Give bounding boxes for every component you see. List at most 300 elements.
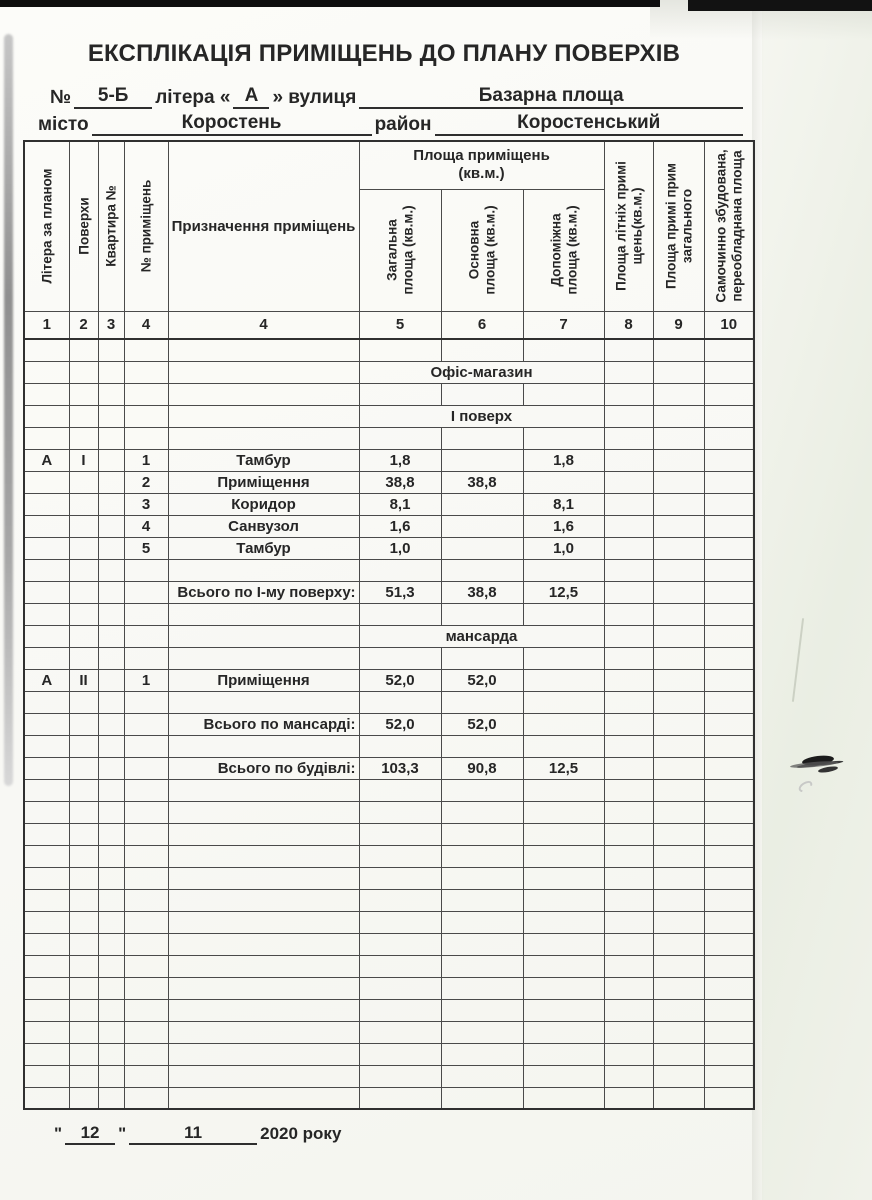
table-cell: [604, 713, 653, 735]
table-cell: [441, 779, 523, 801]
table-row: [24, 977, 754, 999]
table-cell: [124, 405, 168, 427]
table-cell: [523, 911, 604, 933]
table-cell: [704, 339, 754, 361]
table-cell: [69, 383, 98, 405]
table-cell: [704, 867, 754, 889]
table-row: [24, 647, 754, 669]
table-row: [24, 779, 754, 801]
table-cell: [98, 801, 124, 823]
column-number-cell: 5: [359, 311, 441, 339]
table-cell: [24, 625, 69, 647]
table-cell: 1: [124, 449, 168, 471]
table-cell: [359, 383, 441, 405]
table-cell: [24, 1087, 69, 1109]
scan-edge-top-right: [688, 0, 872, 11]
date-line: [54, 1122, 384, 1145]
table-cell: [124, 889, 168, 911]
table-cell: [168, 911, 359, 933]
table-cell: [704, 691, 754, 713]
table-cell: 52,0: [441, 669, 523, 691]
explication-table: [23, 140, 755, 1110]
table-cell: [441, 1087, 523, 1109]
table-cell: [604, 823, 653, 845]
table-row: [24, 537, 754, 559]
district-label: район: [374, 114, 432, 135]
table-cell: [704, 1021, 754, 1043]
table-cell: [124, 1043, 168, 1065]
table-cell: 38,8: [441, 471, 523, 493]
table-cell: [523, 1043, 604, 1065]
table-cell: [168, 1065, 359, 1087]
table-cell: [704, 471, 754, 493]
close-quote: ": [118, 1124, 127, 1143]
table-cell: 12,5: [523, 757, 604, 779]
table-cell: [124, 867, 168, 889]
table-cell: [704, 581, 754, 603]
table-cell: [704, 977, 754, 999]
table-cell: [604, 801, 653, 823]
address-line-1: [50, 84, 746, 109]
table-cell: [604, 603, 653, 625]
table-cell: [168, 977, 359, 999]
column-number-cell: 4: [168, 311, 359, 339]
rotated-header-line: площа (кв.м.): [400, 205, 415, 295]
table-cell: 52,0: [359, 713, 441, 735]
table-cell: [24, 471, 69, 493]
section-label: Офіс-магазин: [359, 361, 604, 383]
table-cell: 90,8: [441, 757, 523, 779]
table-cell: [604, 383, 653, 405]
table-row: [24, 867, 754, 889]
table-cell: [653, 625, 704, 647]
table-cell: [98, 449, 124, 471]
table-cell: [124, 779, 168, 801]
table-cell: [124, 1087, 168, 1109]
table-cell: [168, 1087, 359, 1109]
table-cell: [653, 361, 704, 383]
table-cell: Приміщення: [168, 471, 359, 493]
table-cell: [124, 691, 168, 713]
table-cell: [24, 361, 69, 383]
table-cell: [98, 493, 124, 515]
table-cell: [69, 537, 98, 559]
table-cell: [124, 955, 168, 977]
table-cell: [523, 977, 604, 999]
table-cell: [359, 999, 441, 1021]
rotated-header-text: [613, 145, 644, 307]
table-cell: [124, 361, 168, 383]
document-title: ЕКСПЛІКАЦІЯ ПРИМІЩЕНЬ ДО ПЛАНУ ПОВЕРХІВ: [87, 40, 681, 67]
table-cell: [359, 1087, 441, 1109]
table-cell: [124, 1021, 168, 1043]
table-cell: [359, 933, 441, 955]
table-cell: [98, 757, 124, 779]
number-value: 5-Б: [74, 84, 152, 109]
table-cell: [441, 691, 523, 713]
table-cell: [24, 427, 69, 449]
table-cell: [523, 669, 604, 691]
table-cell: 51,3: [359, 581, 441, 603]
table-cell: [168, 823, 359, 845]
table-cell: [704, 1087, 754, 1109]
table-row: [24, 955, 754, 977]
table-cell: [98, 515, 124, 537]
table-cell: [24, 713, 69, 735]
table-cell: [441, 955, 523, 977]
table-cell: [704, 779, 754, 801]
table-cell: [523, 999, 604, 1021]
table-cell: [604, 999, 653, 1021]
table-cell: [653, 537, 704, 559]
rotated-header-text: [39, 145, 55, 307]
table-cell: [604, 625, 653, 647]
table-cell: [441, 977, 523, 999]
table-cell: [98, 845, 124, 867]
street-value: Базарна площа: [359, 84, 743, 109]
city-label: місто: [38, 114, 89, 135]
table-cell: [168, 361, 359, 383]
table-cell: [604, 1021, 653, 1043]
table-cell: [653, 977, 704, 999]
table-cell: [98, 823, 124, 845]
table-cell: [704, 493, 754, 515]
table-cell: [523, 713, 604, 735]
table-cell: [653, 603, 704, 625]
column-number-cell: 6: [441, 311, 523, 339]
table-cell: [98, 999, 124, 1021]
table-cell: [69, 1021, 98, 1043]
table-cell: [98, 691, 124, 713]
table-cell: [441, 823, 523, 845]
table-cell: [69, 361, 98, 383]
table-cell: [604, 405, 653, 427]
table-cell: [653, 713, 704, 735]
rotated-header-line: площа (кв.м.): [482, 205, 497, 295]
table-cell: [653, 515, 704, 537]
table-cell: [24, 757, 69, 779]
table-cell: [359, 779, 441, 801]
table-cell: [704, 823, 754, 845]
table-cell: [359, 339, 441, 361]
table-cell: [704, 647, 754, 669]
rotated-header-text: [663, 145, 694, 307]
table-cell: [441, 493, 523, 515]
table-cell: [441, 515, 523, 537]
group-header-line: (кв.м.): [458, 165, 505, 183]
table-cell: [604, 691, 653, 713]
table-cell: [24, 867, 69, 889]
column-header-purpose: Призначення приміщень: [168, 141, 359, 311]
table-cell: [359, 559, 441, 581]
table-cell: [523, 427, 604, 449]
table-cell: [69, 911, 98, 933]
table-cell: [653, 691, 704, 713]
table-cell: [24, 735, 69, 757]
table-cell: [441, 647, 523, 669]
table-cell: [523, 1065, 604, 1087]
table-row: [24, 581, 754, 603]
table-cell: [24, 647, 69, 669]
table-cell: [124, 801, 168, 823]
table-cell: [359, 427, 441, 449]
table-cell: [653, 823, 704, 845]
table-cell: [69, 713, 98, 735]
table-cell: [24, 691, 69, 713]
table-cell: 1,6: [523, 515, 604, 537]
column-header-8: [604, 141, 653, 311]
table-cell: [98, 339, 124, 361]
table-cell: [98, 735, 124, 757]
table-cell: [604, 493, 653, 515]
table-cell: [704, 449, 754, 471]
table-cell: А: [24, 449, 69, 471]
scan-edge-top-left: [0, 0, 660, 7]
table-cell: [441, 867, 523, 889]
table-cell: 5: [124, 537, 168, 559]
rotated-header-line: площа (кв.м.): [563, 205, 579, 295]
table-cell: [359, 889, 441, 911]
city-value: Коростень: [92, 111, 372, 136]
rotated-header-line: Основна: [466, 220, 482, 280]
rotated-header-line: Площа літніх примі: [613, 161, 628, 292]
table-cell: [69, 647, 98, 669]
column-header-2: [69, 141, 98, 311]
table-cell: Всього по будівлі:: [168, 757, 359, 779]
table-cell: [124, 339, 168, 361]
table-cell: [704, 911, 754, 933]
table-cell: [168, 845, 359, 867]
table-cell: [523, 779, 604, 801]
table-cell: [441, 911, 523, 933]
table-cell: [523, 647, 604, 669]
table-cell: [98, 537, 124, 559]
table-cell: [604, 1087, 653, 1109]
table-cell: [704, 427, 754, 449]
rotated-header-text: [76, 145, 92, 307]
rotated-header-line: № приміщень: [138, 179, 154, 273]
table-cell: [653, 1065, 704, 1087]
table-cell: [604, 1043, 653, 1065]
table-cell: [168, 1021, 359, 1043]
column-number-cell: 10: [704, 311, 754, 339]
table-cell: [168, 779, 359, 801]
table-cell: [653, 493, 704, 515]
table-cell: [704, 933, 754, 955]
table-cell: Всього по мансарді:: [168, 713, 359, 735]
table-cell: [168, 603, 359, 625]
table-cell: [653, 779, 704, 801]
column-header-5: [359, 189, 441, 311]
table-cell: 8,1: [523, 493, 604, 515]
table-cell: [24, 779, 69, 801]
table-cell: [124, 933, 168, 955]
table-row: [24, 603, 754, 625]
table-cell: [69, 845, 98, 867]
table-cell: [124, 1065, 168, 1087]
column-header-3: [98, 141, 124, 311]
table-cell: [168, 691, 359, 713]
table-cell: [441, 537, 523, 559]
table-cell: [604, 581, 653, 603]
table-cell: [24, 1065, 69, 1087]
column-header-6: [441, 189, 523, 311]
table-cell: [98, 405, 124, 427]
table-cell: [98, 1043, 124, 1065]
table-row: [24, 933, 754, 955]
section-label: мансарда: [359, 625, 604, 647]
table-cell: [69, 559, 98, 581]
table-cell: Санвузол: [168, 515, 359, 537]
table-cell: [441, 339, 523, 361]
table-row: [24, 1087, 754, 1109]
table-cell: [98, 977, 124, 999]
table-cell: [523, 471, 604, 493]
table-row: [24, 449, 754, 471]
table-cell: [359, 801, 441, 823]
table-cell: [69, 955, 98, 977]
table-cell: [604, 1065, 653, 1087]
table-row: [24, 405, 754, 427]
table-cell: [98, 1021, 124, 1043]
table-cell: [653, 1021, 704, 1043]
table-cell: ІІ: [69, 669, 98, 691]
table-cell: [653, 955, 704, 977]
table-cell: [69, 999, 98, 1021]
table-body: [24, 339, 754, 1109]
table-cell: [359, 867, 441, 889]
table-cell: [98, 559, 124, 581]
table-cell: [604, 427, 653, 449]
table-cell: [604, 779, 653, 801]
table-cell: [69, 405, 98, 427]
table-cell: [704, 713, 754, 735]
table-cell: [523, 559, 604, 581]
table-cell: [69, 933, 98, 955]
district-value: Коростенський: [435, 111, 744, 136]
table-cell: [124, 977, 168, 999]
rotated-header-line: Літера за планом: [39, 168, 54, 284]
table-cell: [523, 1021, 604, 1043]
table-cell: [441, 1021, 523, 1043]
table-cell: 52,0: [441, 713, 523, 735]
table-cell: Всього по І-му поверху:: [168, 581, 359, 603]
column-header-7: [523, 189, 604, 311]
table-cell: [69, 1087, 98, 1109]
table-cell: А: [24, 669, 69, 691]
table-cell: [98, 603, 124, 625]
table-cell: [704, 955, 754, 977]
column-number-cell: 9: [653, 311, 704, 339]
table-cell: [441, 801, 523, 823]
table-cell: [24, 339, 69, 361]
table-cell: [69, 823, 98, 845]
table-cell: [24, 537, 69, 559]
table-cell: [704, 361, 754, 383]
table-cell: [704, 603, 754, 625]
table-cell: [168, 735, 359, 757]
table-row: [24, 735, 754, 757]
table-cell: [24, 559, 69, 581]
table-cell: [604, 669, 653, 691]
table-cell: [124, 625, 168, 647]
table-row: [24, 1021, 754, 1043]
column-number-cell: 7: [523, 311, 604, 339]
table-cell: [124, 757, 168, 779]
table-cell: [604, 845, 653, 867]
table-cell: [704, 801, 754, 823]
rotated-header-text: [713, 145, 744, 307]
table-cell: [124, 581, 168, 603]
table-cell: [24, 801, 69, 823]
column-number-cell: 4: [124, 311, 168, 339]
table-cell: [98, 911, 124, 933]
table-row: [24, 427, 754, 449]
table-cell: [98, 669, 124, 691]
table-cell: [69, 801, 98, 823]
table-cell: [604, 977, 653, 999]
table-cell: [653, 647, 704, 669]
table-cell: [359, 647, 441, 669]
table-cell: [24, 515, 69, 537]
table-cell: [359, 823, 441, 845]
table-cell: [523, 691, 604, 713]
table-cell: [24, 493, 69, 515]
table-cell: [653, 449, 704, 471]
table-cell: [604, 515, 653, 537]
table-row: [24, 889, 754, 911]
table-cell: [168, 867, 359, 889]
table-cell: [124, 603, 168, 625]
table-cell: [653, 427, 704, 449]
table-cell: [359, 735, 441, 757]
table-cell: 1,0: [359, 537, 441, 559]
table-cell: [124, 911, 168, 933]
table-cell: [653, 801, 704, 823]
table-cell: [124, 713, 168, 735]
table-cell: [653, 889, 704, 911]
table-cell: [24, 603, 69, 625]
table-cell: [523, 339, 604, 361]
table-cell: [359, 845, 441, 867]
table-cell: [523, 1087, 604, 1109]
table-row: [24, 757, 754, 779]
table-cell: [98, 647, 124, 669]
table-cell: [523, 889, 604, 911]
table-cell: [124, 999, 168, 1021]
number-label: №: [50, 87, 72, 108]
table-cell: [168, 647, 359, 669]
table-cell: [124, 427, 168, 449]
table-cell: [441, 933, 523, 955]
table-cell: [98, 933, 124, 955]
table-cell: [653, 339, 704, 361]
table-cell: [69, 603, 98, 625]
table-cell: [168, 339, 359, 361]
table-cell: [98, 625, 124, 647]
table-cell: [523, 955, 604, 977]
litera-value: А: [233, 84, 269, 109]
table-cell: [69, 977, 98, 999]
table-cell: [98, 383, 124, 405]
column-number-cell: 1: [24, 311, 69, 339]
table-cell: 8,1: [359, 493, 441, 515]
table-cell: [704, 999, 754, 1021]
table-cell: [653, 581, 704, 603]
table-cell: 1,8: [523, 449, 604, 471]
scan-edge-left-strip: [4, 34, 13, 786]
table-cell: [653, 933, 704, 955]
